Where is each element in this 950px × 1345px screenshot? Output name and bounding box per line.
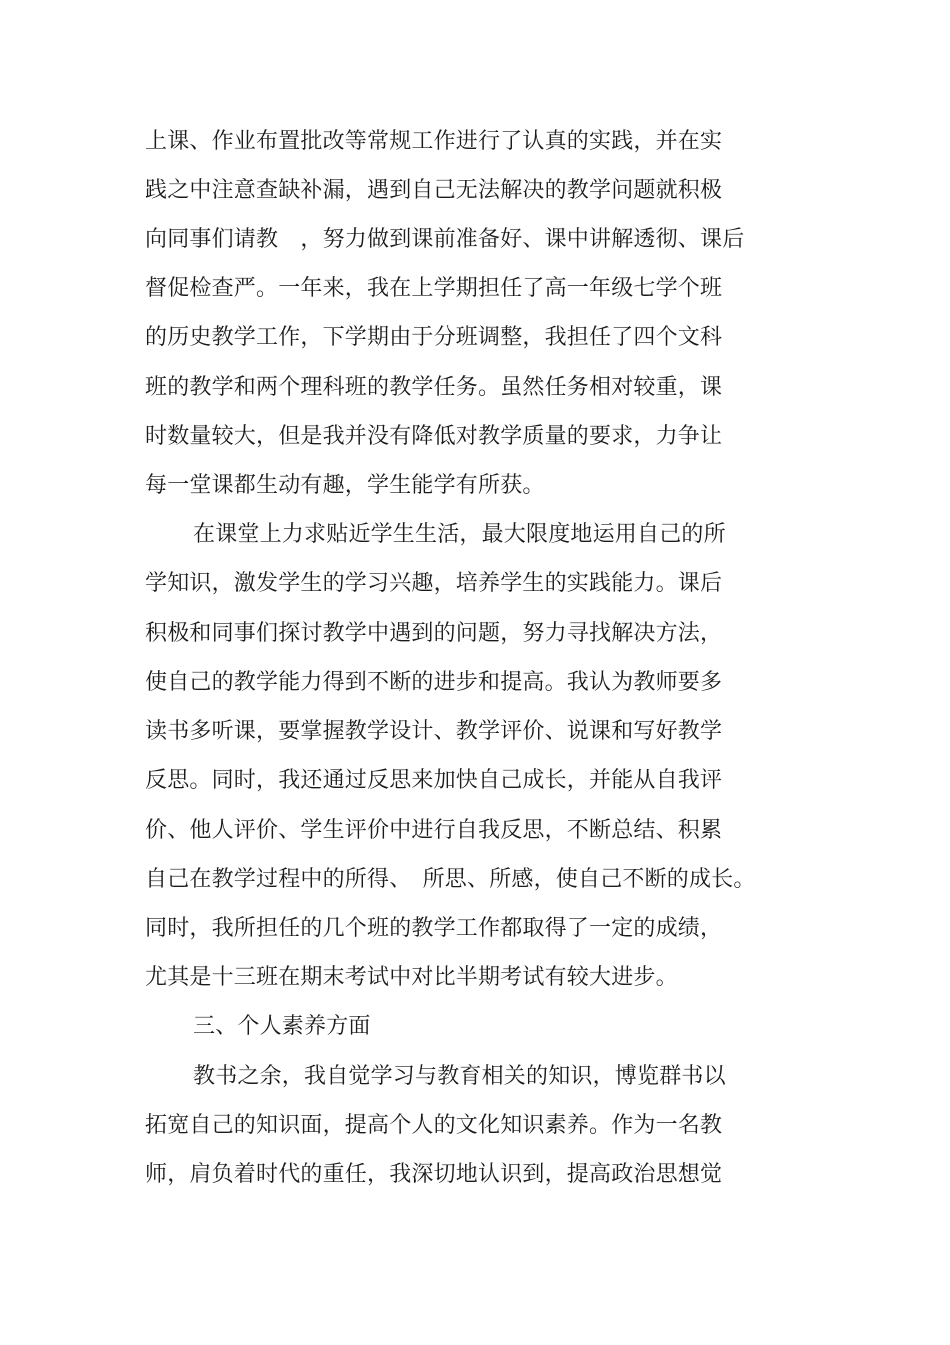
text-line: 践之中注意查缺补漏，遇到自己无法解决的教学问题就积极 xyxy=(145,178,723,203)
text-line: 学知识，激发学生的学习兴趣，培养学生的实践能力。课后 xyxy=(145,571,723,596)
text-line: 督促检查严。一年来，我在上学期担任了高一年级七学个班 xyxy=(145,276,723,301)
paragraph-first-line: 在课堂上力求贴近学生生活，最大限度地运用自己的所 xyxy=(193,522,726,547)
text-line: 同时，我所担任的几个班的教学工作都取得了一定的成绩， xyxy=(145,916,723,941)
text-line: 拓宽自己的知识面，提高个人的文化知识素养。作为一名教 xyxy=(145,1113,723,1138)
text-line: 师，肩负着时代的重任，我深切地认识到，提高政治思想觉 xyxy=(145,1162,723,1187)
text-line: 使自己的教学能力得到不断的进步和提高。我认为教师要多 xyxy=(145,670,723,695)
text-line: 每一堂课都生动有趣，学生能学有所获。 xyxy=(145,473,545,498)
text-line: 上课、作业布置批改等常规工作进行了认真的实践，并在实 xyxy=(145,129,723,154)
paragraph-first-line: 教书之余，我自觉学习与教育相关的知识，博览群书以 xyxy=(193,1064,726,1089)
text-line: 班的教学和两个理科班的教学任务。虽然任务相对较重，课 xyxy=(145,375,723,400)
text-line: 读书多听课，要掌握教学设计、教学评价、说课和写好教学 xyxy=(145,719,723,744)
section-heading: 三、个人素养方面 xyxy=(193,1014,371,1039)
text-line: 自己在教学过程中的所得、 所思、所感，使自己不断的成长。 xyxy=(145,867,756,892)
text-line: 的历史教学工作，下学期由于分班调整，我担任了四个文科 xyxy=(145,325,723,350)
text-line: 积极和同事们探讨教学中遇到的问题，努力寻找解决方法， xyxy=(145,621,723,646)
text-line: 时数量较大，但是我并没有降低对教学质量的要求，力争让 xyxy=(145,424,723,449)
text-line: 向同事们请教 ，努力做到课前准备好、课中讲解透彻、课后 xyxy=(145,227,745,252)
text-line: 反思。同时，我还通过反思来加快自己成长，并能从自我评 xyxy=(145,768,723,793)
text-line: 尤其是十三班在期末考试中对比半期考试有较大进步。 xyxy=(145,965,678,990)
text-line: 价、他人评价、学生评价中进行自我反思，不断总结、积累 xyxy=(145,818,723,843)
